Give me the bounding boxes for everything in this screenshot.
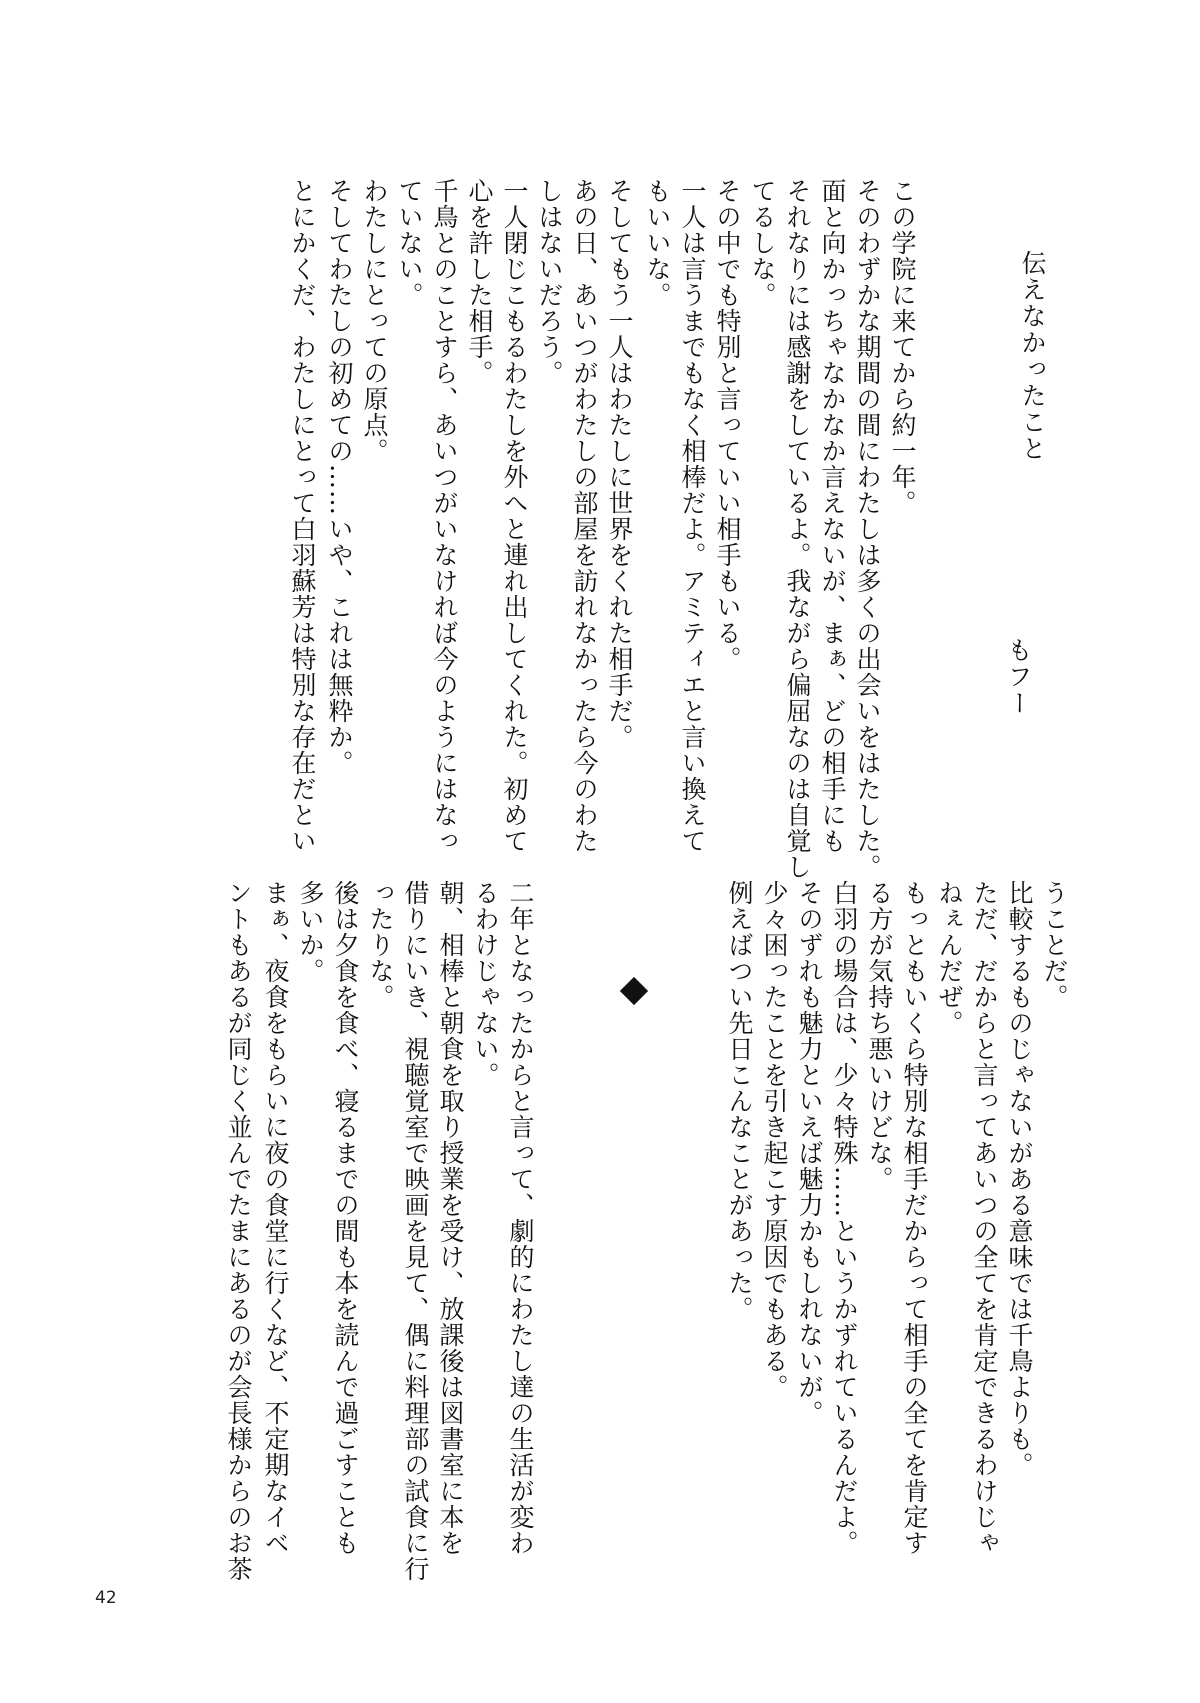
scene-separator-diamond-icon [620, 977, 648, 1005]
text-column: そのわずかな期間の間にわたしは多くの出会いをはたした。 [853, 178, 882, 880]
text-column: もっともいくら特別な相手だからって相手の全てを肯定す [900, 880, 929, 1556]
text-column: 比較するものじゃないがある意味では千鳥よりも。 [1005, 880, 1034, 1478]
text-column: 後は夕食を食べ、寝るまでの間も本を読んで過ごすことも [331, 880, 360, 1556]
text-column: そしてもう一人はわたしに世界をくれた相手だ。 [605, 178, 634, 750]
text-column: 面と向かっちゃなかなか言えないが、まぁ、どの相手にも [818, 178, 847, 854]
text-column: るわけじゃない。 [471, 880, 500, 1088]
text-column: ていない。 [395, 178, 424, 308]
text-column: てるしな。 [748, 178, 777, 308]
text-column: 少々困ったことを引き起こす原因でもある。 [760, 880, 789, 1400]
text-column: 一人は言うまでもなく相棒だよ。アミティエと言い換えて [678, 178, 707, 854]
text-column: 二年となったからと言って、劇的にわたし達の生活が変わ [506, 880, 535, 1556]
text-column: あの日、あいつがわたしの部屋を訪れなかったら今のわた [570, 178, 599, 854]
text-column: そしてわたしの初めての……いや、これは無粋か。 [325, 178, 354, 776]
text-column: その中でも特別と言っていい相手もいる。 [713, 178, 742, 672]
text-column: ねぇんだぜ。 [935, 880, 964, 1036]
text-column: 朝、相棒と朝食を取り授業を受け、放課後は図書室に本を [436, 880, 465, 1556]
text-column: まぁ、夜食をもらいに夜の食堂に行くなど、不定期なイベ [261, 880, 290, 1556]
text-column: る方が気持ち悪いけどな。 [865, 880, 894, 1192]
text-column: 多いか。 [296, 880, 325, 984]
text-column: もいいな。 [643, 178, 672, 308]
story-author: もフー [1004, 637, 1033, 717]
text-column: 心を許した相手。 [465, 178, 494, 386]
text-column: 白羽の場合は、少々特殊……というかずれているんだよ。 [830, 880, 859, 1556]
text-column: ただ、だからと言ってあいつの全てを肯定できるわけじゃ [970, 880, 999, 1556]
text-column: 例えばつい先日こんなことがあった。 [725, 880, 754, 1322]
text-column: ントもあるが同じく並んでたまにあるのが会長様からのお茶 [224, 880, 253, 1582]
text-column: 一人閉じこもるわたしを外へと連れ出してくれた。初めて [500, 178, 529, 854]
text-column: うことだ。 [1040, 880, 1069, 1010]
text-column: 千鳥とのことすら、あいつがいなければ今のようにはなっ [430, 178, 459, 854]
text-column: そのずれも魅力といえば魅力かもしれないが。 [795, 880, 824, 1426]
text-column: 借りにいき、視聴覚室で映画を見て、偶に料理部の試食に行 [401, 880, 430, 1582]
text-column: それなりには感謝をしているよ。我ながら偏屈なのは自覚し [783, 178, 812, 880]
text-column: ったりな。 [366, 880, 395, 1010]
page-number: 42 [95, 1588, 117, 1608]
text-column: しはないだろう。 [535, 178, 564, 386]
text-column: この学院に来てから約一年。 [888, 178, 917, 516]
text-column: わたしにとっての原点。 [360, 178, 389, 464]
story-title: 伝えなかったこと [1018, 250, 1047, 462]
text-column: とにかくだ、わたしにとって白羽蘇芳は特別な存在だとい [288, 178, 317, 854]
